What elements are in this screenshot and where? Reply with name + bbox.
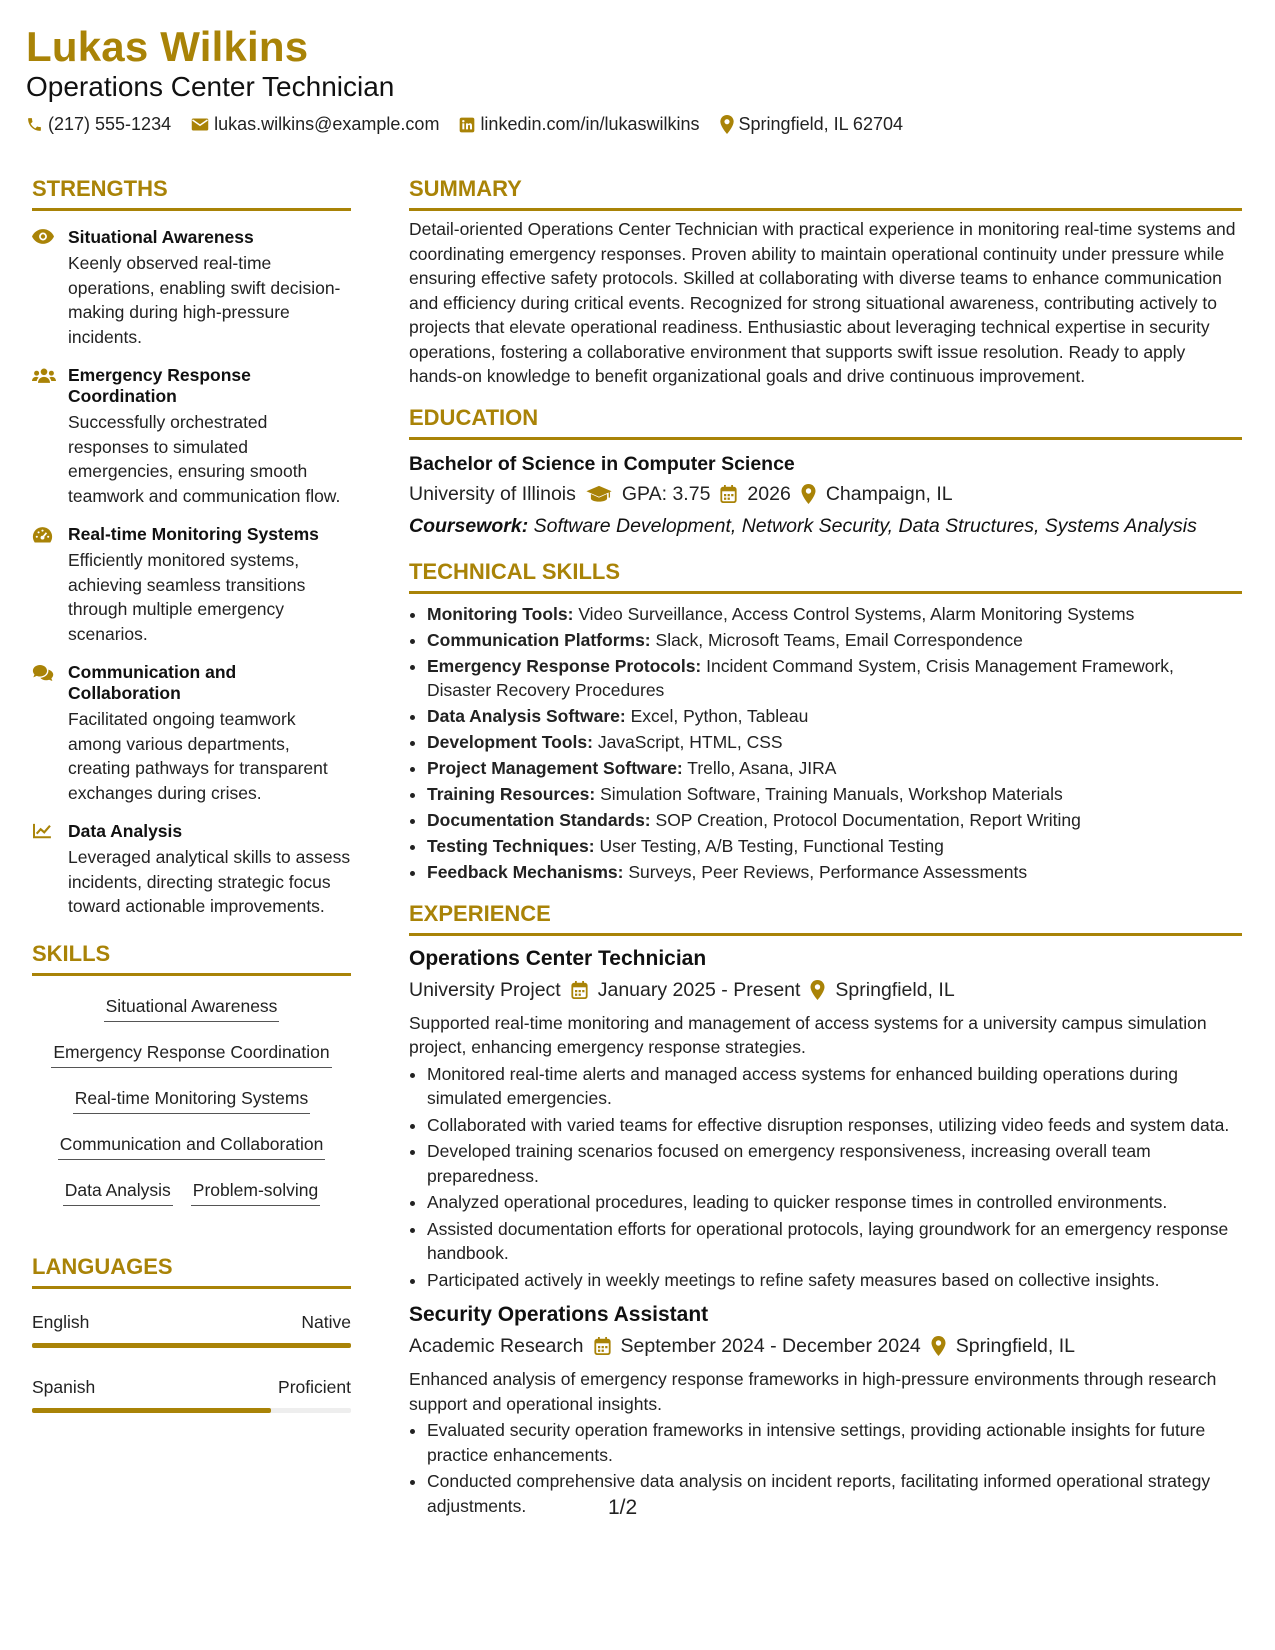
contact-linkedin[interactable] <box>459 114 699 135</box>
coursework-label: Coursework: <box>409 514 529 537</box>
strength-item <box>32 662 351 805</box>
skill-chip: Problem-solving <box>191 1178 320 1206</box>
languages-heading: LANGUAGES <box>32 1254 351 1289</box>
calendar-icon <box>720 485 737 503</box>
skill-label: Testing Techniques: <box>427 836 595 856</box>
skill-chip: Data Analysis <box>63 1178 173 1206</box>
language-name: English <box>32 1311 90 1332</box>
strength-desc: Keenly observed real-time operations, enabling swift decision-making during high-pressure incidents. <box>68 253 341 347</box>
list-item <box>427 628 1242 653</box>
list-item <box>427 704 1242 729</box>
job-meta <box>409 1333 1242 1359</box>
skill-label: Project Management Software: <box>427 758 683 778</box>
strengths-heading: STRENGTHS <box>32 176 351 211</box>
list-item: • Assisted documentation efforts for operational protocols, laying groundwork for an emergency response handbook. <box>427 1217 1242 1266</box>
location-text: Springfield, IL 62704 <box>738 114 903 134</box>
phone-text: (217) 555-1234 <box>48 114 172 134</box>
strength-item <box>32 821 351 919</box>
skills-heading: SKILLS <box>32 941 351 976</box>
coursework-list: Software Development, Network Security, Data Structures, Systems Analysis <box>533 514 1197 537</box>
language-name: Spanish <box>32 1376 96 1397</box>
strength-desc: Successfully orchestrated responses to simulated emergencies, ensuring smooth teamwork and communication flow. <box>68 412 341 506</box>
job-bullets <box>409 1062 1242 1293</box>
strength-name: Situational Awareness <box>68 227 254 247</box>
coursework <box>409 513 1242 539</box>
strength-item <box>32 227 351 349</box>
job-description: Supported real-time monitoring and management of access systems for a university campus simulation project, enhancing emergency response strategies. <box>409 1012 1207 1057</box>
strength-item <box>32 365 351 508</box>
list-item: • Monitored real-time alerts and managed access systems for enhanced building operations during simulated emergencies. <box>427 1062 1242 1111</box>
skill-value: SOP Creation, Protocol Documentation, Report Writing <box>655 810 1081 830</box>
education-heading: EDUCATION <box>409 405 1242 440</box>
school-location: Champaign, IL <box>825 482 953 505</box>
list-item <box>427 782 1242 807</box>
map-marker-icon <box>801 484 816 504</box>
school-name: University of Illinois <box>409 482 576 505</box>
language-item <box>32 1311 351 1348</box>
skill-chip: Communication and Collaboration <box>58 1132 326 1160</box>
list-item: • Evaluated security operation frameworks in intensive settings, providing actionable insights for future practice enhancements. <box>427 1418 1242 1467</box>
page-number: 1/2 <box>608 1496 638 1519</box>
strength-name: Real-time Monitoring Systems <box>68 524 319 544</box>
skill-value: JavaScript, HTML, CSS <box>597 732 783 752</box>
email-text: lukas.wilkins@example.com <box>214 114 440 134</box>
gauge-icon <box>32 526 53 544</box>
job-bullets <box>409 1418 1242 1518</box>
contact-row <box>26 114 1235 135</box>
chart-line-icon <box>32 823 52 839</box>
summary-text: Detail-oriented Operations Center Technician with practical experience in monitoring real-time systems and coordinating emergency responses. Proven ability to maintain operational continuity under pressure while ensuring effective safety protocols. Skilled at collaborating with diverse teams to enhance communication and efficiency during critical events. Recognized for strong situational awareness, contributing actively to projects that elevate operational readiness. Enthusiastic about leveraging technical expertise in security operations, fostering a collaborative environment that supports swift issue resolution. Ready to apply hands-on knowledge to benefit organizational goals and drive continuous improvement. <box>409 219 1236 386</box>
strength-name: Emergency Response Coordination <box>68 365 251 406</box>
list-item: • Collaborated with varied teams for effective disruption responses, utilizing video feeds and system data. <box>427 1113 1242 1138</box>
skill-value: Trello, Asana, JIRA <box>687 758 837 778</box>
language-level: Proficient <box>278 1376 351 1397</box>
job-title: Operations Center Technician <box>409 946 707 970</box>
skill-chip: Real-time Monitoring Systems <box>73 1086 310 1114</box>
job-location: Springfield, IL <box>835 978 955 1001</box>
skill-value: Excel, Python, Tableau <box>630 706 809 726</box>
skill-label: Documentation Standards: <box>427 810 651 830</box>
job-dates: September 2024 - December 2024 <box>620 1335 921 1357</box>
contact-email[interactable] <box>191 114 439 135</box>
comments-icon <box>32 664 55 682</box>
technical-skills-heading: TECHNICAL SKILLS <box>409 559 1242 594</box>
list-item <box>427 756 1242 781</box>
language-bar-fill <box>32 1408 271 1413</box>
strength-name: Data Analysis <box>68 821 183 841</box>
skill-value: Surveys, Peer Reviews, Performance Assessments <box>628 862 1028 882</box>
skill-label: Data Analysis Software: <box>427 706 626 726</box>
skill-label: Monitoring Tools: <box>427 603 574 624</box>
strength-desc: Efficiently monitored systems, achieving seamless transitions through multiple emergency scenarios. <box>68 550 306 644</box>
job-entry <box>409 1302 1242 1518</box>
job-location: Springfield, IL <box>955 1335 1076 1357</box>
strength-name: Communication and Collaboration <box>68 662 237 703</box>
language-level: Native <box>301 1311 351 1332</box>
technical-skills-list <box>409 602 1242 885</box>
skill-label: Emergency Response Protocols: <box>427 655 702 676</box>
calendar-icon <box>571 981 588 999</box>
strength-desc: Facilitated ongoing teamwork among various departments, creating pathways for transparent exchanges during crises. <box>68 709 328 803</box>
map-marker-icon <box>720 115 734 134</box>
graduation-year: 2026 <box>747 482 791 505</box>
skills-list <box>32 976 351 1224</box>
language-bar <box>32 1343 351 1348</box>
calendar-icon <box>594 1337 611 1355</box>
skill-value: User Testing, A/B Testing, Functional Testing <box>599 836 944 856</box>
skill-chip: Situational Awareness <box>104 994 280 1022</box>
candidate-name: Lukas Wilkins <box>26 23 309 70</box>
list-item <box>427 654 1242 703</box>
skill-value: Video Surveillance, Access Control Systems, Alarm Monitoring Systems <box>578 603 1135 624</box>
list-item <box>427 602 1242 627</box>
eye-icon <box>32 229 54 244</box>
envelope-icon <box>191 117 209 132</box>
map-marker-icon <box>931 1336 946 1356</box>
job-meta <box>409 977 1242 1003</box>
education-meta <box>409 481 1242 507</box>
job-entry <box>409 946 1242 1293</box>
list-item: • Conducted comprehensive data analysis on incident reports, facilitating informed operational strategy adjustments. <box>427 1469 1242 1518</box>
skill-value: Simulation Software, Training Manuals, Workshop Materials <box>600 784 1063 804</box>
resume-header <box>26 22 1235 135</box>
skill-label: Communication Platforms: <box>427 629 651 650</box>
linkedin-icon <box>459 117 475 133</box>
language-item <box>32 1376 351 1413</box>
job-description: Enhanced analysis of emergency response frameworks in high-pressure environments through research support and operational insights. <box>409 1369 1217 1414</box>
language-bar <box>32 1408 351 1413</box>
skill-value: Slack, Microsoft Teams, Email Correspondence <box>655 629 1023 650</box>
strength-item <box>32 524 351 646</box>
linkedin-text: linkedin.com/in/lukaswilkins <box>480 114 700 134</box>
list-item <box>427 808 1242 833</box>
summary-heading: SUMMARY <box>409 176 1242 211</box>
right-column <box>409 176 1242 1520</box>
list-item: • Developed training scenarios focused on emergency responsiveness, increasing overall team preparedness. <box>427 1139 1242 1188</box>
skill-label: Training Resources: <box>427 784 596 804</box>
graduation-cap-icon <box>586 485 612 503</box>
list-item <box>427 730 1242 755</box>
degree-name: Bachelor of Science in Computer Science <box>409 452 795 475</box>
contact-location <box>720 114 903 135</box>
gpa-text: GPA: 3.75 <box>621 482 711 505</box>
job-org: University Project <box>409 978 561 1001</box>
list-item <box>427 860 1242 885</box>
skill-label: Development Tools: <box>427 732 593 752</box>
list-item <box>427 834 1242 859</box>
users-icon <box>32 367 56 384</box>
language-bar-fill <box>32 1343 351 1348</box>
candidate-title: Operations Center Technician <box>26 71 395 102</box>
strength-desc: Leveraged analytical skills to assess incidents, directing strategic focus toward actionable improvements. <box>68 847 351 916</box>
job-org: Academic Research <box>409 1335 584 1357</box>
left-column <box>32 176 351 1413</box>
experience-heading: EXPERIENCE <box>409 901 1242 936</box>
skill-value: Incident Command System, Crisis Management Framework, Disaster Recovery Procedures <box>427 655 1174 700</box>
job-dates: January 2025 - Present <box>597 978 801 1001</box>
skill-label: Feedback Mechanisms: <box>427 862 624 882</box>
map-marker-icon <box>810 980 825 1000</box>
job-title: Security Operations Assistant <box>409 1303 709 1326</box>
phone-icon <box>26 116 43 133</box>
list-item: • Analyzed operational procedures, leading to quicker response times in controlled environments. <box>427 1190 1242 1215</box>
skill-chip: Emergency Response Coordination <box>51 1040 331 1068</box>
list-item: • Participated actively in weekly meetings to refine safety measures based on collective insights. <box>427 1268 1242 1293</box>
contact-phone[interactable] <box>26 114 171 135</box>
